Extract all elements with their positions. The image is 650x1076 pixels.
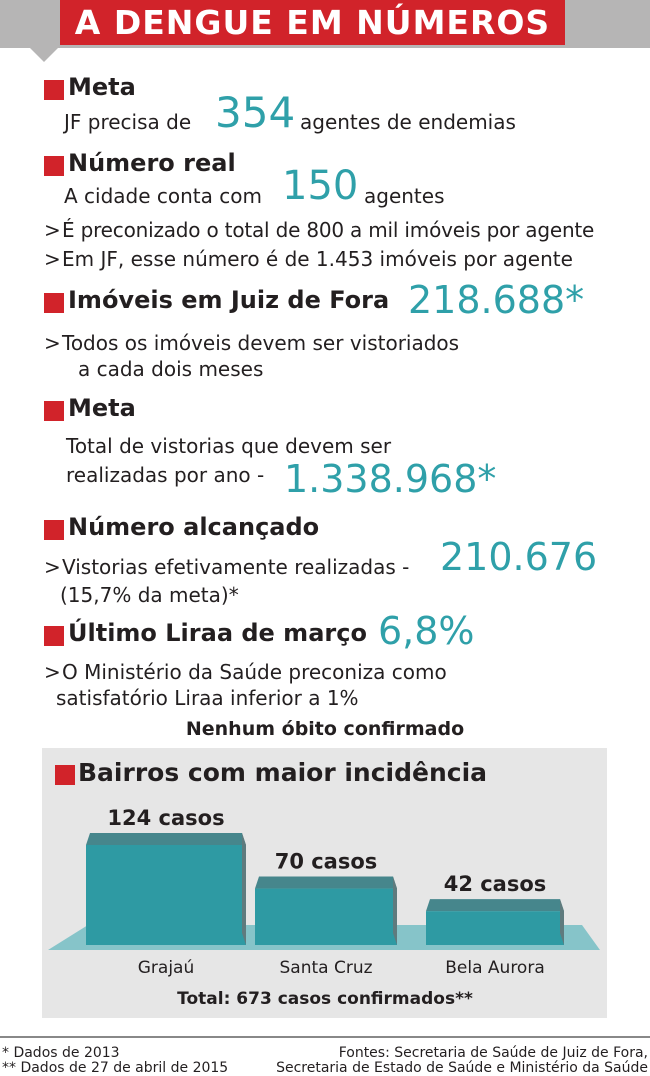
alcancado-number: 210.676 [440,535,598,579]
numero-real-text-before: A cidade conta com [64,184,262,208]
numero-real-bullet-2: Em JF, esse número é de 1.453 imóveis por agente [62,247,573,271]
bar [255,889,397,945]
bullet-chevron-icon: > [44,331,61,355]
footnote-1: * Dados de 2013 [2,1045,120,1061]
section-heading-numero-alcancado: Número alcançado [68,513,320,541]
numero-real-text-after: agentes [364,184,445,208]
meta-text-before: JF precisa de [64,110,192,134]
section-heading-imoveis: Imóveis em Juiz de Fora [68,286,390,314]
x-tick-label: Santa Cruz [279,958,373,978]
section-heading-numero-real: Número real [68,149,236,177]
bar-side-face [242,833,246,945]
section-heading-liraa: Último Liraa de março [68,619,367,647]
alcancado-bullet-line-1: Vistorias efetivamente realizadas - [62,555,410,579]
bar-top-face [255,877,397,889]
page-title: A DENGUE EM NÚMEROS [74,3,551,42]
section-heading-meta: Meta [68,73,136,101]
liraa-bullet-line-2: satisfatório Liraa inferior a 1% [56,686,359,710]
x-tick-label: Grajaú [137,958,195,978]
bar-top-face [426,899,564,911]
source-line-1: Fontes: Secretaria de Saúde de Juiz de Fora, [338,1045,648,1061]
section-heading-meta-2: Meta [68,394,136,422]
source-line-2: Secretaria de Estado de Saúde e Ministério da Saúde [276,1060,648,1076]
bar-data-label: 70 casos [274,849,378,874]
bullet-chevron-icon: > [44,660,61,684]
footer-rule [0,1036,650,1038]
bullet-chevron-icon: > [44,555,61,579]
meta-number: 354 [215,88,296,137]
numero-real-number: 150 [282,163,359,209]
alcancado-bullet-line-2: (15,7% da meta)* [60,583,239,607]
imoveis-bullet-line-1: Todos os imóveis devem ser vistoriados [62,331,460,355]
bar [426,911,564,945]
bar-top-face [86,833,246,845]
x-tick-label: Bela Aurora [445,958,545,978]
bullet-chevron-icon: > [44,218,61,242]
bar-data-label: 124 casos [107,806,225,830]
chart-total-label: Total: 673 casos confirmados** [177,989,473,1009]
meta2-line-2: realizadas por ano - [66,463,265,487]
bar-data-label: 42 casos [443,872,547,897]
meta2-line-1: Total de vistorias que devem ser [66,434,392,458]
liraa-bullet-line-1: O Ministério da Saúde preconiza como [62,660,447,684]
imoveis-number: 218.688* [408,278,585,322]
numero-real-bullet-1: É preconizado o total de 800 a mil imóveis por agente [62,218,595,242]
bullet-chevron-icon: > [44,247,61,271]
bar-side-face [393,877,397,945]
imoveis-bullet-line-2: a cada dois meses [78,357,264,381]
footnote-2: ** Dados de 27 de abril de 2015 [2,1060,229,1076]
nenhum-obito-label: Nenhum óbito confirmado [185,718,465,740]
meta-text-after: agentes de endemias [300,110,516,134]
chart-title: Bairros com maior incidência [78,758,488,787]
bar [86,845,246,945]
liraa-number: 6,8% [378,609,475,653]
meta2-number: 1.338.968* [284,457,497,501]
